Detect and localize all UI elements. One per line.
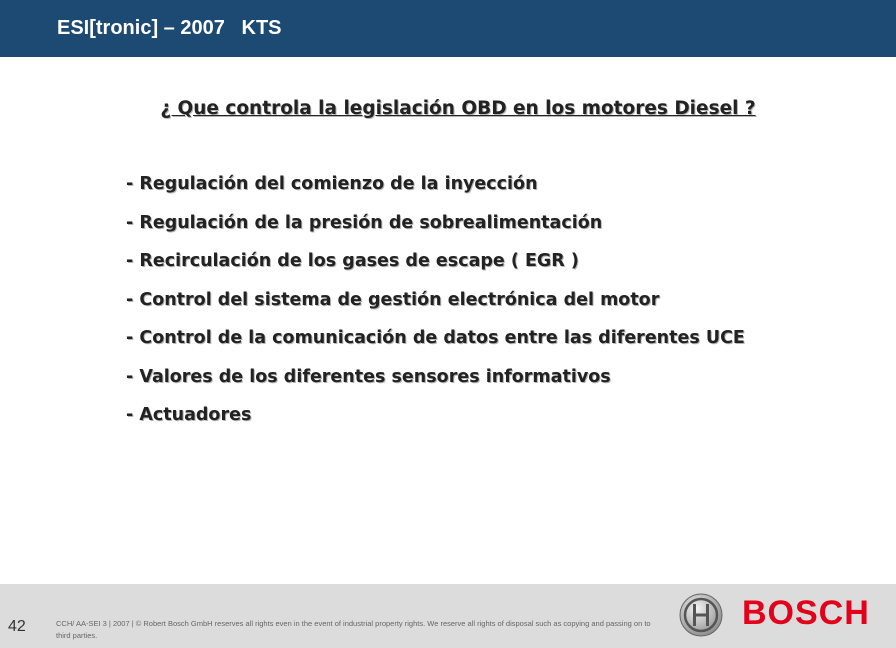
copyright-notice: CCH/ AA-SEI 3 | 2007 | © Robert Bosch GmbH reserves all rights even in the event of industrial property rights. We reserve all rights of disposal such as copying and passing on to third parties. — [56, 619, 651, 640]
bullet-item: - Valores de los diferentes sensores informativos — [126, 366, 611, 387]
bullet-item: - Control del sistema de gestión electrónica del motor — [126, 289, 660, 310]
bosch-wordmark: BOSCH — [742, 594, 870, 632]
bullet-item: - Regulación del comienzo de la inyección — [126, 174, 538, 194]
header-title: ESI[tronic] – 2007 KTS — [57, 17, 282, 39]
bullet-item: - Control de la comunicación de datos entre las diferentes UCE — [126, 328, 745, 348]
bullet-list — [126, 174, 745, 444]
slide-title: ¿ Que controla la legislación OBD en los motores Diesel ? — [160, 98, 756, 119]
header-bar — [0, 0, 896, 57]
page-number: 42 — [8, 618, 26, 635]
bullet-item: - Regulación de la presión de sobrealimentación — [126, 212, 603, 233]
bullet-item: - Recirculación de los gases de escape ( EGR ) — [126, 251, 579, 271]
bosch-armature-icon — [679, 593, 723, 637]
bullet-item: - Actuadores — [126, 405, 252, 425]
